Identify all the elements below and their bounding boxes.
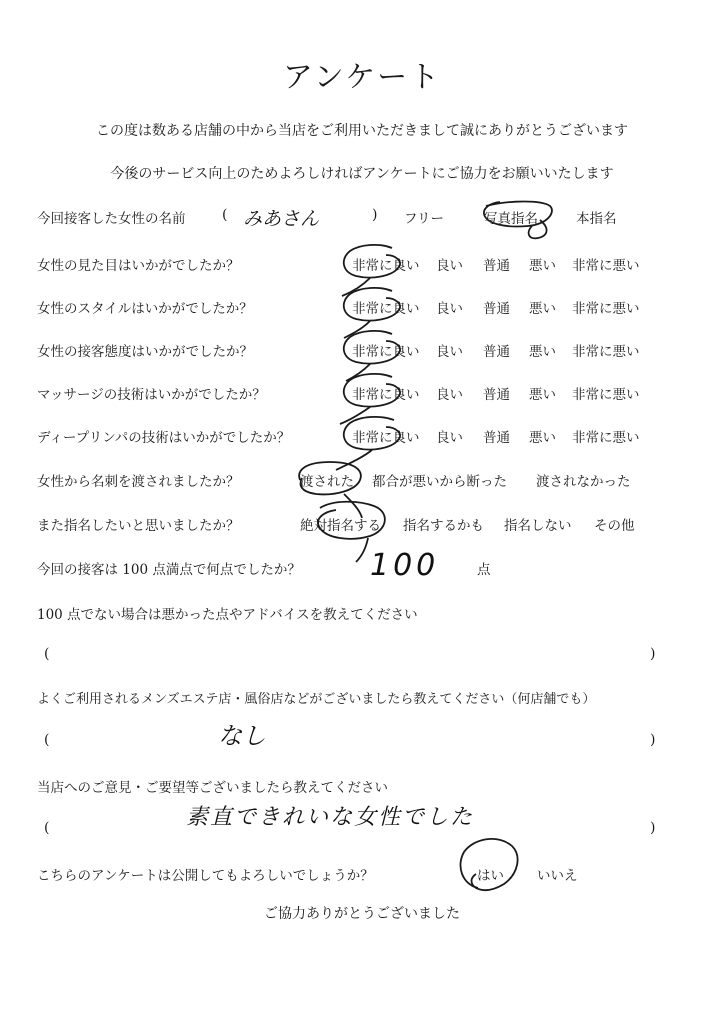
attitude-option-good[interactable]: 良い: [436, 344, 463, 360]
rating-question-style: 女性のスタイルはいかがでしたか？: [37, 301, 253, 317]
other-shops-open-paren: (: [44, 732, 50, 748]
option-photo-nomination[interactable]: 写真指名: [484, 211, 538, 227]
score-question-label: 今回の接客は 100 点満点で何点でしたか？: [37, 562, 301, 578]
style-option-good[interactable]: 良い: [436, 301, 463, 317]
looks-option-very-bad[interactable]: 非常に悪い: [572, 258, 640, 274]
other-shops-handwritten-answer[interactable]: なし: [218, 722, 266, 750]
looks-option-good[interactable]: 良い: [436, 258, 463, 274]
card-question-label: 女性から名刺を渡されましたか？: [37, 474, 240, 490]
mark-circle-photo-nomination: [484, 202, 552, 239]
score-unit: 点: [477, 562, 491, 578]
rating-question-massage: マッサージの技術はいかがでしたか？: [37, 387, 266, 403]
name-close-paren: ): [372, 207, 378, 223]
opinion-question-label: 当店へのご意見・ご要望等ございましたら教えてください: [37, 780, 388, 796]
score-handwritten-answer[interactable]: 100: [370, 548, 440, 583]
repeat-option-other[interactable]: その他: [594, 518, 635, 534]
lymph-option-good[interactable]: 良い: [436, 430, 463, 446]
attitude-option-very-bad[interactable]: 非常に悪い: [572, 344, 640, 360]
publish-option-no[interactable]: いいえ: [537, 868, 578, 884]
advice-question-label: 100 点でない場合は悪かった点やアドバイスを教えてください: [37, 607, 418, 623]
rating-question-looks: 女性の見た目はいかがでしたか？: [37, 258, 240, 274]
name-handwritten-answer[interactable]: みあさん: [243, 208, 320, 230]
attitude-option-bad[interactable]: 悪い: [529, 344, 556, 360]
style-option-bad[interactable]: 悪い: [529, 301, 556, 317]
advice-open-paren: (: [44, 646, 50, 662]
repeat-option-maybe[interactable]: 指名するかも: [403, 518, 484, 534]
mark-circle-lymph-very-good: [336, 417, 400, 470]
rating-question-lymph: ディープリンパの技術はいかがでしたか？: [37, 430, 291, 446]
style-option-very-good[interactable]: 非常に良い: [352, 301, 420, 317]
massage-option-average[interactable]: 普通: [483, 387, 510, 403]
massage-option-very-bad[interactable]: 非常に悪い: [572, 387, 640, 403]
other-shops-question-label: よくご利用されるメンズエステ店・風俗店などがございましたら教えてください（何店舗でも）: [37, 692, 596, 707]
style-option-very-bad[interactable]: 非常に悪い: [572, 301, 640, 317]
mark-circle-card-received: [299, 462, 362, 518]
mark-circle-repeat-definitely: [318, 502, 385, 562]
rating-question-attitude: 女性の接客態度はいかがでしたか？: [37, 344, 253, 360]
attitude-option-very-good[interactable]: 非常に良い: [352, 344, 420, 360]
repeat-option-no[interactable]: 指名しない: [504, 518, 572, 534]
lymph-option-very-good[interactable]: 非常に良い: [352, 430, 420, 446]
massage-option-bad[interactable]: 悪い: [529, 387, 556, 403]
lymph-option-average[interactable]: 普通: [483, 430, 510, 446]
name-open-paren: (: [222, 207, 228, 223]
massage-option-very-good[interactable]: 非常に良い: [352, 387, 420, 403]
name-question-label: 今回接客した女性の名前: [37, 211, 186, 227]
intro-text-1: この度は数ある店舗の中から当店をご利用いただきまして誠にありがとうございます: [96, 123, 628, 139]
looks-option-very-good[interactable]: 非常に良い: [352, 258, 420, 274]
advice-close-paren: ): [650, 646, 656, 662]
mark-circle-publish-yes: [460, 839, 517, 890]
other-shops-close-paren: ): [650, 732, 656, 748]
option-main-nomination[interactable]: 本指名: [576, 211, 617, 227]
massage-option-good[interactable]: 良い: [436, 387, 463, 403]
intro-text-2: 今後のサービス向上のためよろしければアンケートにご協力をお願いいたします: [110, 166, 614, 182]
opinion-handwritten-answer[interactable]: 素直できれいな女性でした: [186, 805, 475, 830]
card-option-received[interactable]: 渡された: [300, 474, 354, 490]
footer-thanks: ご協力ありがとうございました: [264, 906, 460, 922]
option-free[interactable]: フリー: [404, 211, 444, 227]
looks-option-bad[interactable]: 悪い: [529, 258, 556, 274]
survey-title: アンケート: [282, 60, 442, 95]
repeat-question-label: また指名したいと思いましたか？: [37, 518, 240, 534]
attitude-option-average[interactable]: 普通: [483, 344, 510, 360]
repeat-option-definitely[interactable]: 絶対指名する: [300, 518, 381, 534]
style-option-average[interactable]: 普通: [483, 301, 510, 317]
card-option-not-received[interactable]: 渡されなかった: [536, 474, 631, 490]
lymph-option-very-bad[interactable]: 非常に悪い: [572, 430, 640, 446]
opinion-open-paren: (: [44, 820, 50, 836]
publish-question-label: こちらのアンケートは公開してもよろしいでしょうか？: [37, 868, 374, 884]
lymph-option-bad[interactable]: 悪い: [529, 430, 556, 446]
publish-option-yes[interactable]: はい: [477, 868, 504, 884]
opinion-close-paren: ): [650, 820, 656, 836]
looks-option-average[interactable]: 普通: [483, 258, 510, 274]
card-option-declined[interactable]: 都合が悪いから断った: [372, 474, 507, 490]
